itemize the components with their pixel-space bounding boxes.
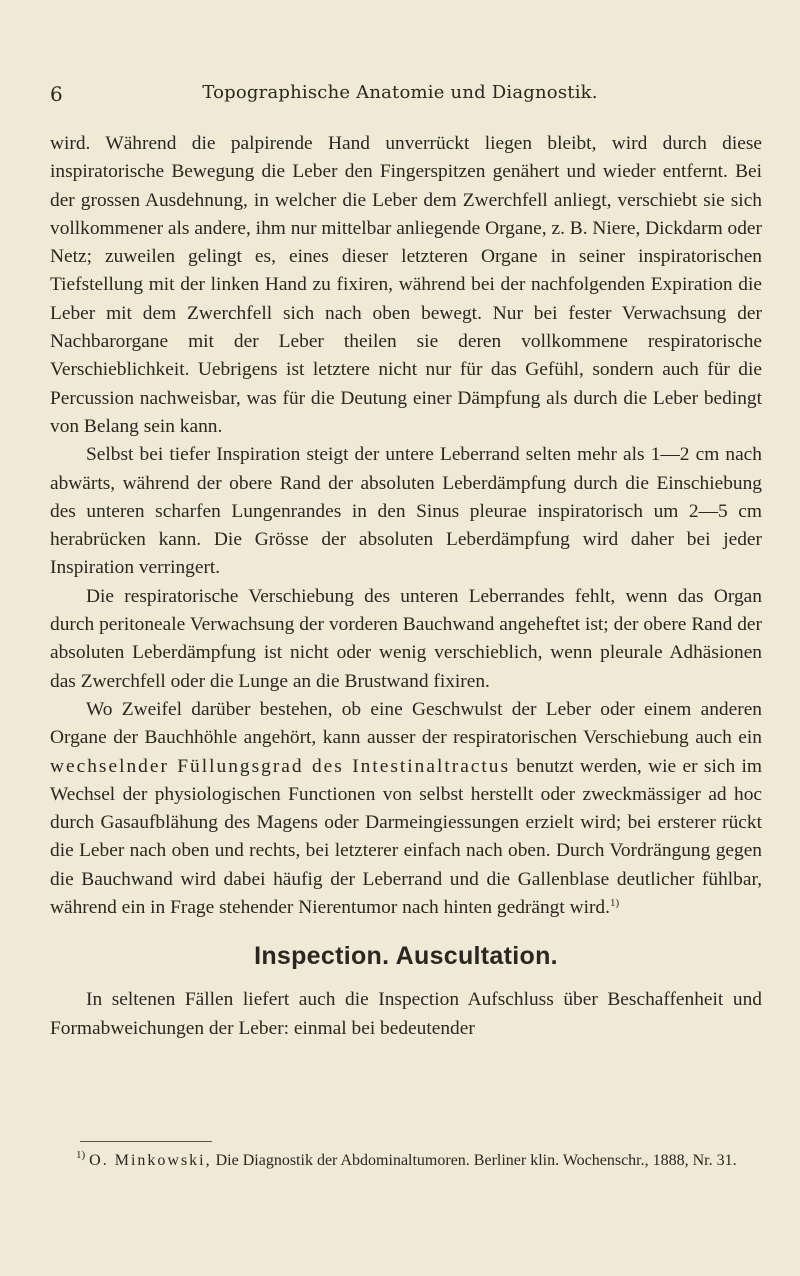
page-number: 6 — [50, 82, 63, 106]
footnote-divider — [80, 1141, 212, 1142]
footnote-reference: 1) — [609, 897, 620, 910]
paragraph-zweifel-part2: benutzt werden, wie er sich im Wechsel der physiologischen Functionen von selbst herstellt oder zweckmässiger ad hoc durch Gasaufblähung des Magens oder Darmeingiessungen erzielt wird; bei ersterer rückt die Leber nach oben und rechts, bei letzterer einfach nach oben. Durch Vordrängung gegen die Bauchwand wird dabei häufig der Leberrand und die Gallenblase deutlicher fühlbar, während ein in Frage stehender Nierentumor nach hinten gedrängt wird. — [50, 755, 762, 919]
emphasis-spaced: wechselnder Füllungsgrad des Intestinaltractus — [50, 755, 511, 777]
footnote — [50, 1150, 762, 1172]
paragraph-continued: wird. Während die palpirende Hand unverrückt liegen bleibt, wird durch diese inspiratorische Bewegung die Leber den Fingerspitzen genähert und wieder entfernt. Bei der grossen Ausdehnung, in welcher die Leber dem Zwerchfell anliegt, verschiebt sie sich vollkommener als andere, ihm nur mittelbar anliegende Organe, z. B. Niere, Dickdarm oder Netz; zuweilen gelingt es, eines dieser letzteren Organe in seiner inspiratorischen Tiefstellung mit der linken Hand zu fixiren, während bei der nachfolgenden Expiration die Leber mit dem Zwerchfell sich nach oben bewegt. Nur bei fester Verwachsung der Nachbarorgane mit der Leber theilen sie deren vollkommene respiratorische Verschieblichkeit. Uebrigens ist letztere nicht nur für das Gefühl, sondern auch für die Percussion nachweisbar, was für die Deutung einer Dämpfung als durch die Leber bedingt von Belang sein kann. — [50, 133, 762, 437]
footnote-marker: 1) — [76, 1149, 86, 1161]
body-text — [50, 130, 762, 1043]
section-heading: Inspection. Auscultation. — [254, 942, 558, 971]
paragraph-zweifel-part1: Wo Zweifel darüber bestehen, ob eine Geschwulst der Leber oder einem anderen Organe der Bauchhöhle angehört, kann ausser der respiratorischen Verschiebung auch ein — [50, 698, 762, 749]
page-header — [0, 82, 800, 110]
paragraph-verschiebung: Die respiratorische Verschiebung des unteren Leberrandes fehlt, wenn das Organ durch peritoneale Verwachsung der vorderen Bauchwand angeheftet ist; der obere Rand der absoluten Leberdämpfung ist nicht oder wenig verschieblich, wenn pleurale Adhäsionen das Zwerchfell oder die Lunge an die Brustwand fixiren. — [50, 585, 762, 692]
running-title: Topographische Anatomie und Diagnostik. — [202, 82, 598, 103]
footnote-author: O. Minkowski, — [89, 1152, 212, 1169]
paragraph-inspiration: Selbst bei tiefer Inspiration steigt der untere Leberrand selten mehr als 1—2 cm nach abwärts, während der obere Rand der absoluten Leberdämpfung durch die Einschiebung des unteren scharfen Lungenrandes in den Sinus pleurae inspiratorisch um 2—5 cm herabrücken kann. Die Grösse der absoluten Leberdämpfung wird daher bei jeder Inspiration verringert. — [50, 444, 762, 579]
paragraph-inspection: In seltenen Fällen liefert auch die Inspection Aufschluss über Beschaffenheit und Formabweichungen der Leber: einmal bei bedeutender — [50, 989, 762, 1039]
footnote-text: Die Diagnostik der Abdominaltumoren. Berliner klin. Wochenschr., 1888, Nr. 31. — [215, 1152, 737, 1169]
paragraph-zweifel — [50, 696, 762, 922]
